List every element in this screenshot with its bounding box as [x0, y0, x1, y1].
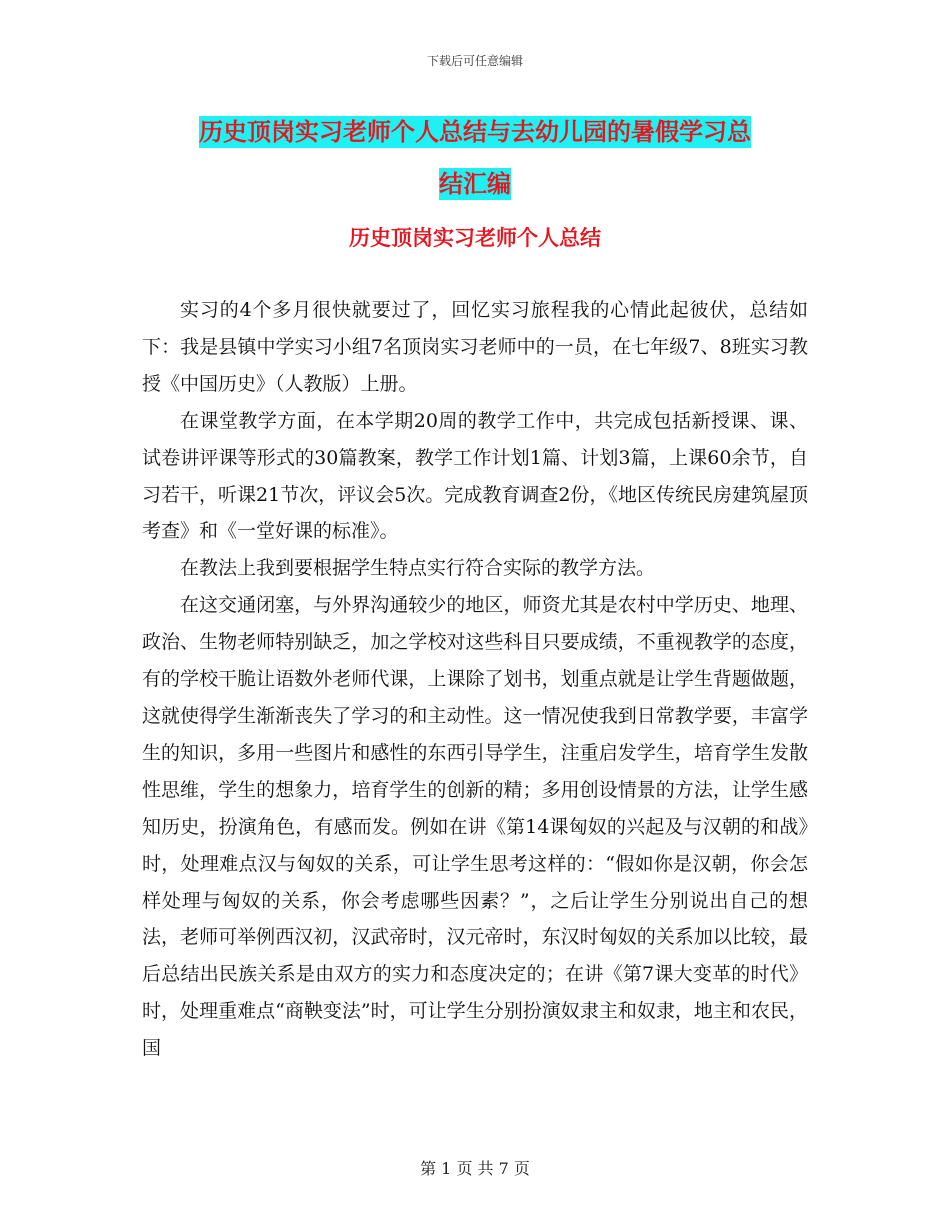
paragraph: 在课堂教学方面，在本学期20周的教学工作中，共完成包括新授课、课、试卷讲评课等形式的30篇教案，教学工作计划1篇、计划3篇，上课60余节，自习若干，听课21节次，评议会5次。完成教育调查2份，《地区传统民房建筑屋顶考查》和《一堂好课的标准》。	[142, 409, 808, 543]
section-title: 历史顶岗实习老师个人总结	[349, 226, 601, 250]
page-header-note: 下载后可任意编辑	[426, 54, 523, 68]
paragraph: 在这交通闭塞，与外界沟通较少的地区，师资尤其是农村中学历史、地理、政治、生物老师特别缺乏，加之学校对这些科目只要成绩，不重视教学的态度，有的学校干脆让语数外老师代课，上课除了划书，划重点就是让学生背题做题，这就使得学生渐渐丧失了学习的和主动性。这一情况使我到日常教学要，丰富学生的知识，多用一些图片和感性的东西引导学生，注重启发学生，培育学生发散性思维，学生的想象力，培育学生的创新的精；多用创设情景的方法，让学生感知历史，扮演角色，有感而发。例如在讲《第14课匈奴的兴起及与汉朝的和战》时，处理难点汉与匈奴的关系，可让学生思考这样的：“假如你是汉朝，你会怎样处理与匈奴的关系，你会考虑哪些因素？”，之后让学生分别说出自己的想法，老师可举例西汉初，汉武帝时，汉元帝时，东汉时匈奴的关系加以比较，最后总结出民族关系是由双方的实力和态度决定的；在讲《第7课大变革的时代》时，处理重难点“商鞅变法”时，可让学生分别扮演奴隶主和奴隶，地主和农民，国	[142, 594, 808, 1060]
document-body	[142, 292, 808, 1067]
document-title	[140, 106, 810, 210]
document-title-line-2: 结汇编	[439, 170, 511, 198]
paragraph: 在教法上我到要根据学生特点实行符合实际的教学方法。	[180, 557, 656, 580]
document-title-line-1: 历史顶岗实习老师个人总结与去幼儿园的暑假学习总	[199, 118, 751, 146]
page-number: 第 1 页 共 7 页	[420, 1159, 530, 1178]
paragraph: 实习的4个多月很快就要过了，回忆实习旅程我的心情此起彼伏，总结如下：我是县镇中学实习小组7名顶岗实习老师中的一员，在七年级7、8班实习教授《中国历史》（人教版）上册。	[142, 299, 808, 395]
